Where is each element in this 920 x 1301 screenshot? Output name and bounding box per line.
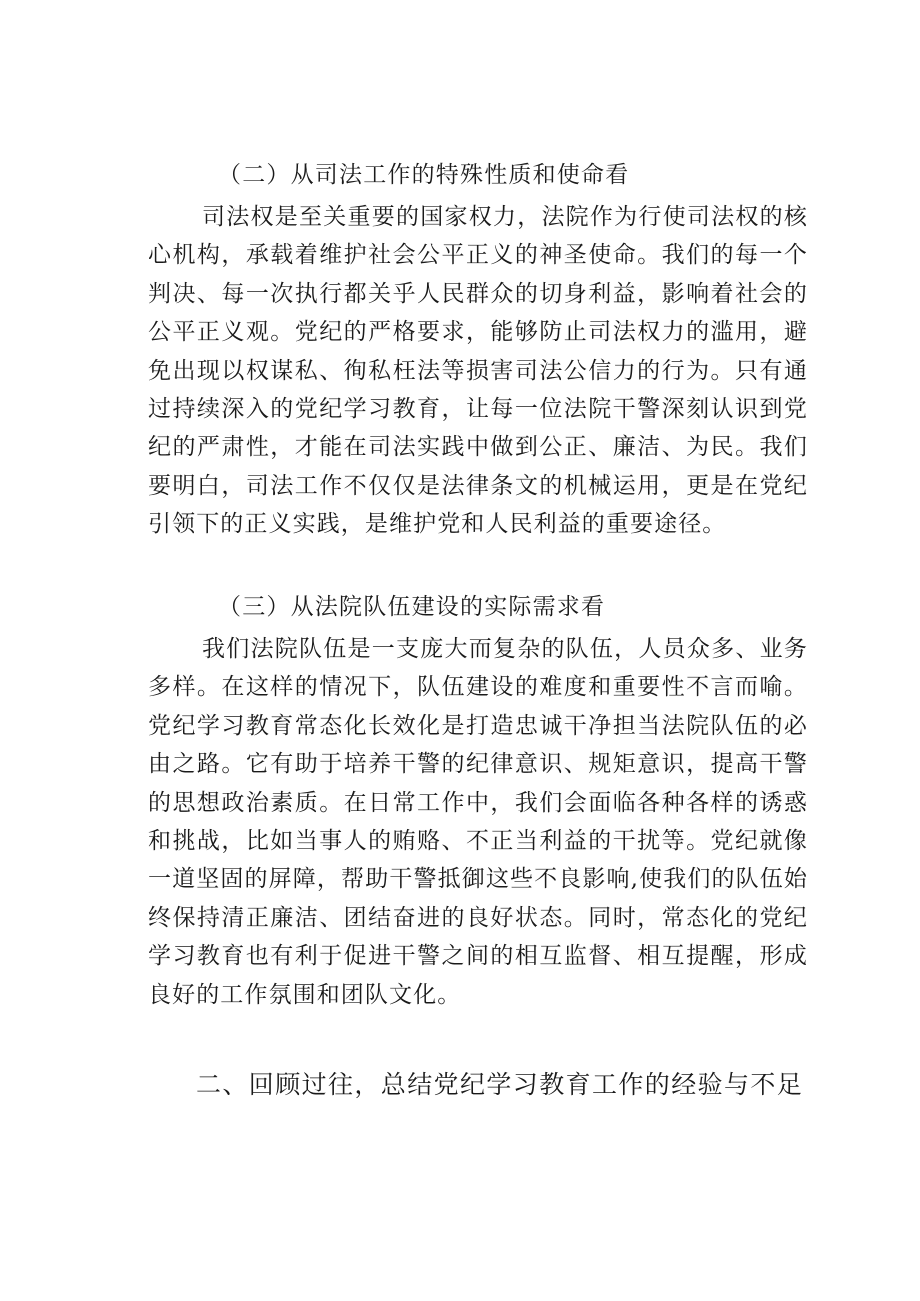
section-two-title: （二）从司法工作的特殊性质和使命看 (218, 162, 630, 188)
section-three-title: （三）从法院队伍建设的实际需求看 (218, 594, 606, 620)
section-three-paragraph: 我们法院队伍是一支庞大而复杂的队伍，人员众多、业务多样。在这样的情况下，队伍建设的难度和重要性不言而喻。党纪学习教育常态化长效化是打造忠诚干净担当法院队伍的必由之路。它有助于培养干警的纪律意识、规矩意识，提高干警的思想政治素质。在日常工作中，我们会面临各种各样的诱惑和挑战，比如当事人的贿赂、不正当利益的干扰等。党纪就像一道坚固的屏障，帮助干警抵御这些不良影响,使我们的队伍始终保持清正廉洁、团结奋进的良好状态。同时，常态化的党纪学习教育也有利于促进干警之间的相互监督、相互提醒，形成良好的工作氛围和团队文化。 (148, 636, 808, 1008)
chapter-two-heading: 二、回顾过往，总结党纪学习教育工作的经验与不足 (196, 1070, 804, 1099)
section-two-paragraph: 司法权是至关重要的国家权力，法院作为行使司法权的核心机构，承载着维护社会公平正义的神圣使命。我们的每一个判决、每一次执行都关乎人民群众的切身利益，影响着社会的公平正义观。党纪的严格要求，能够防止司法权力的滥用，避免出现以权谋私、徇私枉法等损害司法公信力的行为。只有通过持续深入的党纪学习教育，让每一位法院干警深刻认识到党纪的严肃性，才能在司法实践中做到公正、廉洁、为民。我们要明白，司法工作不仅仅是法律条文的机械运用，更是在党纪引领下的正义实践，是维护党和人民利益的重要途径。 (148, 204, 808, 538)
